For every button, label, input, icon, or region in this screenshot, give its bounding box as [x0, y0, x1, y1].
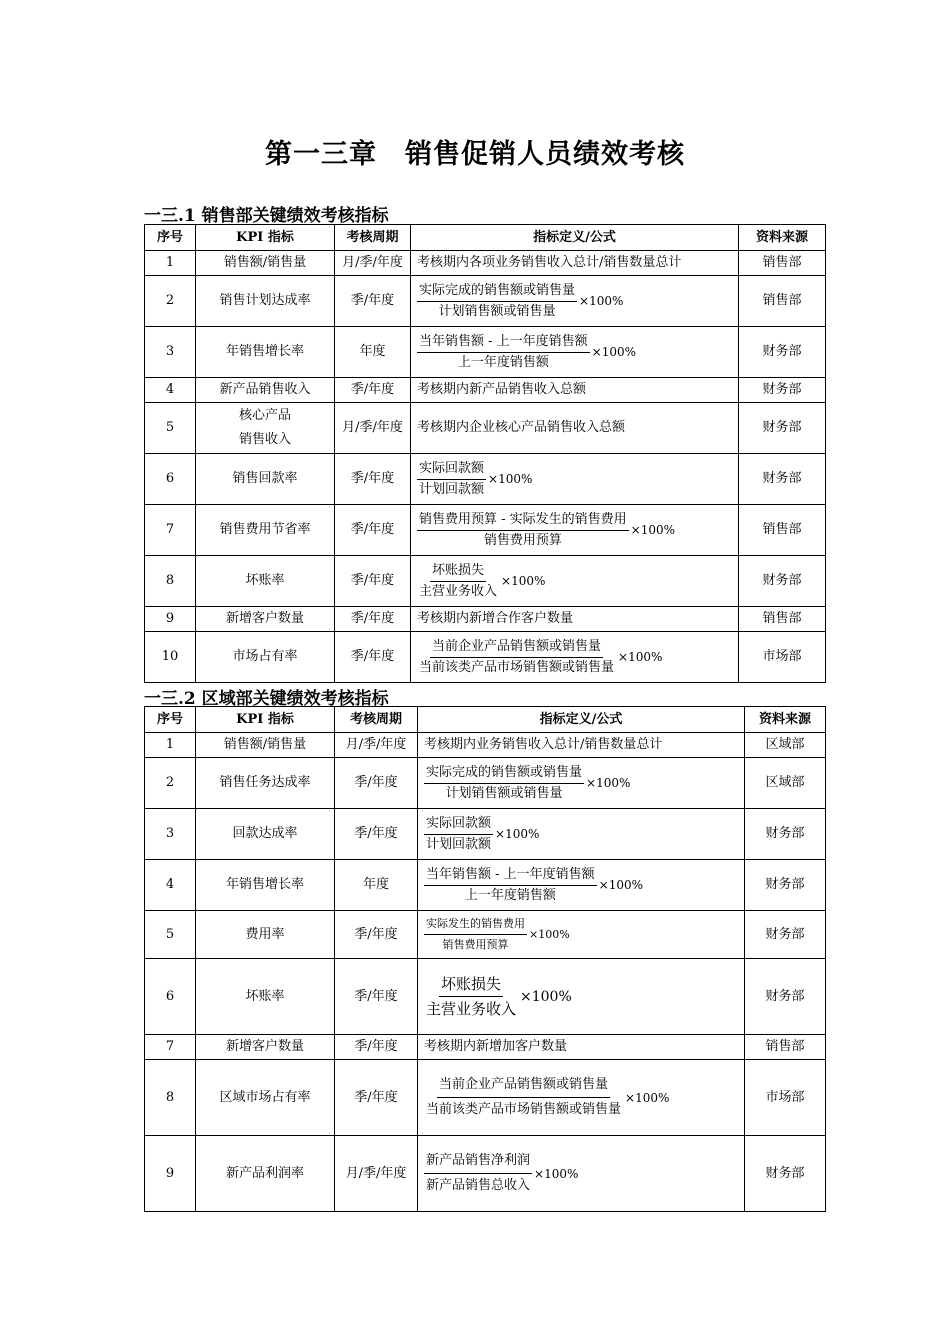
row-kpi: 销售额/销售量 [196, 251, 335, 276]
formula-fraction [424, 764, 584, 803]
formula-fraction [417, 282, 577, 321]
formula-numerator: 实际完成的销售额或销售量 [417, 282, 577, 302]
row-period: 年度 [335, 327, 411, 378]
formula-numerator: 当年销售额 - 上一年度销售额 [424, 866, 597, 886]
row-period: 季/年度 [335, 607, 411, 632]
header-kpi: KPI 指标 [196, 707, 335, 733]
table-row [145, 733, 826, 758]
table-row [145, 505, 826, 556]
table-header-row [145, 225, 826, 251]
formula-fraction [417, 511, 629, 550]
row-kpi-line2: 销售收入 [238, 432, 291, 447]
row-period: 季/年度 [335, 505, 411, 556]
row-formula [411, 276, 739, 327]
row-source: 财务部 [739, 378, 826, 403]
row-period: 季/年度 [335, 556, 411, 607]
table-row [145, 860, 826, 911]
row-period: 季/年度 [335, 1060, 418, 1136]
row-no: 2 [145, 758, 196, 809]
row-source: 财务部 [745, 959, 826, 1035]
row-source: 财务部 [745, 809, 826, 860]
formula-multiplier: ×100% [598, 878, 644, 892]
row-period: 季/年度 [335, 276, 411, 327]
row-kpi: 销售回款率 [196, 454, 335, 505]
row-kpi: 销售额/销售量 [196, 733, 335, 758]
row-kpi: 销售费用节省率 [196, 505, 335, 556]
row-no: 6 [145, 959, 196, 1035]
row-period: 月/季/年度 [335, 1136, 418, 1212]
row-no: 8 [145, 556, 196, 607]
row-kpi [196, 403, 335, 454]
formula-denominator: 销售费用预算 [483, 532, 562, 548]
row-no: 6 [145, 454, 196, 505]
formula-numerator: 实际完成的销售额或销售量 [424, 764, 584, 784]
formula-multiplier: ×100% [501, 574, 546, 588]
formula-denominator: 计划回款额 [419, 481, 485, 497]
row-source: 销售部 [739, 276, 826, 327]
row-period: 季/年度 [335, 1035, 418, 1060]
formula-multiplier: ×100% [586, 776, 631, 790]
row-no: 7 [145, 1035, 196, 1060]
formula-numerator: 坏账损失 [439, 973, 503, 997]
row-formula [418, 809, 745, 860]
kpi-table-region [144, 706, 826, 1212]
formula-numerator: 当前企业产品销售额或销售量 [430, 638, 603, 658]
table-row [145, 276, 826, 327]
header-definition: 指标定义/公式 [411, 225, 739, 251]
row-definition: 考核期内新增合作客户数量 [411, 607, 739, 632]
row-period: 季/年度 [335, 454, 411, 505]
table-row [145, 454, 826, 505]
row-source: 市场部 [745, 1060, 826, 1136]
formula-fraction [424, 973, 518, 1020]
header-no: 序号 [145, 225, 196, 251]
section-heading-sales: 一三.1 销售部关键绩效考核指标 [144, 206, 389, 226]
row-kpi: 销售计划达成率 [196, 276, 335, 327]
row-source: 财务部 [739, 327, 826, 378]
table-row [145, 1060, 826, 1136]
formula-numerator: 实际回款额 [424, 815, 493, 835]
header-source: 资料来源 [745, 707, 826, 733]
row-formula [418, 911, 745, 959]
row-kpi: 年销售增长率 [196, 860, 335, 911]
formula-numerator: 当年销售额 - 上一年度销售额 [417, 333, 590, 353]
formula-fraction [417, 638, 616, 677]
row-formula [418, 860, 745, 911]
table-row [145, 327, 826, 378]
header-no: 序号 [145, 707, 196, 733]
table-row [145, 403, 826, 454]
row-kpi: 市场占有率 [196, 632, 335, 683]
table-row [145, 556, 826, 607]
row-period: 季/年度 [335, 911, 418, 959]
row-definition: 考核期内新产品销售收入总额 [411, 378, 739, 403]
formula-numerator: 坏账损失 [430, 562, 486, 582]
header-source: 资料来源 [739, 225, 826, 251]
formula-multiplier: ×100% [630, 523, 676, 537]
row-source: 销售部 [739, 607, 826, 632]
row-source: 销售部 [739, 505, 826, 556]
formula-fraction [424, 866, 597, 905]
header-kpi: KPI 指标 [196, 225, 335, 251]
header-period: 考核周期 [335, 225, 411, 251]
formula-multiplier: ×100% [529, 927, 570, 941]
row-source: 区域部 [745, 758, 826, 809]
row-period: 季/年度 [335, 378, 411, 403]
row-period: 月/季/年度 [335, 733, 418, 758]
table-row [145, 632, 826, 683]
row-source: 市场部 [739, 632, 826, 683]
row-no: 8 [145, 1060, 196, 1136]
formula-multiplier: ×100% [591, 345, 637, 359]
row-formula [411, 632, 739, 683]
header-period: 考核周期 [335, 707, 418, 733]
row-kpi: 年销售增长率 [196, 327, 335, 378]
row-source: 财务部 [739, 454, 826, 505]
row-no: 10 [145, 632, 196, 683]
row-no: 1 [145, 733, 196, 758]
formula-denominator: 计划销售额或销售量 [438, 303, 556, 319]
formula-fraction [424, 1150, 532, 1197]
row-no: 3 [145, 809, 196, 860]
row-source: 区域部 [745, 733, 826, 758]
table-row [145, 251, 826, 276]
row-definition: 考核期内企业核心产品销售收入总额 [411, 403, 739, 454]
row-formula [418, 1136, 745, 1212]
formula-multiplier: ×100% [488, 472, 533, 486]
table-row [145, 378, 826, 403]
row-formula [411, 327, 739, 378]
formula-fraction [417, 562, 499, 601]
row-no: 9 [145, 607, 196, 632]
formula-denominator: 主营业务收入 [419, 583, 498, 599]
row-kpi-line1: 核心产品 [238, 408, 291, 423]
formula-multiplier: ×100% [534, 1166, 579, 1181]
formula-fraction [417, 333, 590, 372]
section-heading-region: 一三.2 区域部关键绩效考核指标 [144, 689, 389, 709]
formula-numerator: 实际发生的销售费用 [424, 915, 527, 935]
formula-denominator: 上一年度销售额 [464, 887, 556, 903]
formula-fraction [417, 460, 486, 499]
row-no: 2 [145, 276, 196, 327]
row-kpi: 新产品销售收入 [196, 378, 335, 403]
row-kpi: 坏账率 [196, 959, 335, 1035]
row-period: 年度 [335, 860, 418, 911]
kpi-table-sales [144, 224, 826, 683]
row-kpi: 坏账率 [196, 556, 335, 607]
row-kpi: 区域市场占有率 [196, 1060, 335, 1136]
row-source: 财务部 [739, 556, 826, 607]
formula-denominator: 计划回款额 [426, 836, 492, 852]
formula-fraction [424, 915, 527, 954]
row-source: 财务部 [745, 860, 826, 911]
row-source: 销售部 [739, 251, 826, 276]
row-source: 财务部 [745, 911, 826, 959]
formula-fraction [424, 815, 493, 854]
row-period: 月/季/年度 [335, 403, 411, 454]
row-source: 销售部 [745, 1035, 826, 1060]
formula-denominator: 计划销售额或销售量 [445, 785, 563, 801]
formula-numerator: 实际回款额 [417, 460, 486, 480]
row-kpi: 回款达成率 [196, 809, 335, 860]
row-period: 季/年度 [335, 758, 418, 809]
header-definition: 指标定义/公式 [418, 707, 745, 733]
formula-denominator: 新产品销售总收入 [426, 1178, 531, 1193]
row-no: 9 [145, 1136, 196, 1212]
row-formula [418, 1060, 745, 1136]
row-no: 3 [145, 327, 196, 378]
row-no: 5 [145, 911, 196, 959]
row-no: 1 [145, 251, 196, 276]
page-title: 第一三章 销售促销人员绩效考核 [265, 139, 685, 170]
row-formula [411, 556, 739, 607]
formula-denominator: 上一年度销售额 [457, 354, 549, 370]
formula-multiplier: ×100% [625, 1090, 670, 1105]
row-period: 季/年度 [335, 959, 418, 1035]
row-kpi: 新产品利润率 [196, 1136, 335, 1212]
row-formula [418, 959, 745, 1035]
formula-denominator: 销售费用预算 [442, 938, 509, 951]
formula-multiplier: ×100% [520, 988, 572, 1005]
row-period: 季/年度 [335, 809, 418, 860]
formula-fraction [424, 1074, 623, 1121]
table-header-row [145, 707, 826, 733]
formula-numerator: 新产品销售净利润 [424, 1150, 532, 1174]
row-no: 5 [145, 403, 196, 454]
table-row [145, 607, 826, 632]
table-row [145, 911, 826, 959]
row-formula [418, 758, 745, 809]
table-row [145, 1035, 826, 1060]
row-no: 4 [145, 378, 196, 403]
table-row [145, 809, 826, 860]
row-kpi: 费用率 [196, 911, 335, 959]
formula-numerator: 销售费用预算 - 实际发生的销售费用 [417, 511, 629, 531]
row-kpi: 新增客户数量 [196, 1035, 335, 1060]
row-no: 4 [145, 860, 196, 911]
row-period: 季/年度 [335, 632, 411, 683]
formula-multiplier: ×100% [579, 294, 624, 308]
formula-multiplier: ×100% [618, 650, 663, 664]
table-row [145, 1136, 826, 1212]
formula-denominator: 主营业务收入 [426, 1000, 517, 1018]
row-formula [411, 454, 739, 505]
row-definition: 考核期内各项业务销售收入总计/销售数量总计 [411, 251, 739, 276]
formula-denominator: 当前该类产品市场销售额或销售量 [419, 659, 615, 675]
table-row [145, 959, 826, 1035]
row-kpi: 新增客户数量 [196, 607, 335, 632]
table-row [145, 758, 826, 809]
formula-numerator: 当前企业产品销售额或销售量 [437, 1074, 610, 1098]
row-formula [411, 505, 739, 556]
formula-multiplier: ×100% [495, 827, 540, 841]
row-definition: 考核期内业务销售收入总计/销售数量总计 [418, 733, 745, 758]
row-kpi: 销售任务达成率 [196, 758, 335, 809]
row-definition: 考核期内新增加客户数量 [418, 1035, 745, 1060]
row-source: 财务部 [739, 403, 826, 454]
row-source: 财务部 [745, 1136, 826, 1212]
row-period: 月/季/年度 [335, 251, 411, 276]
row-no: 7 [145, 505, 196, 556]
formula-denominator: 当前该类产品市场销售额或销售量 [426, 1102, 622, 1117]
